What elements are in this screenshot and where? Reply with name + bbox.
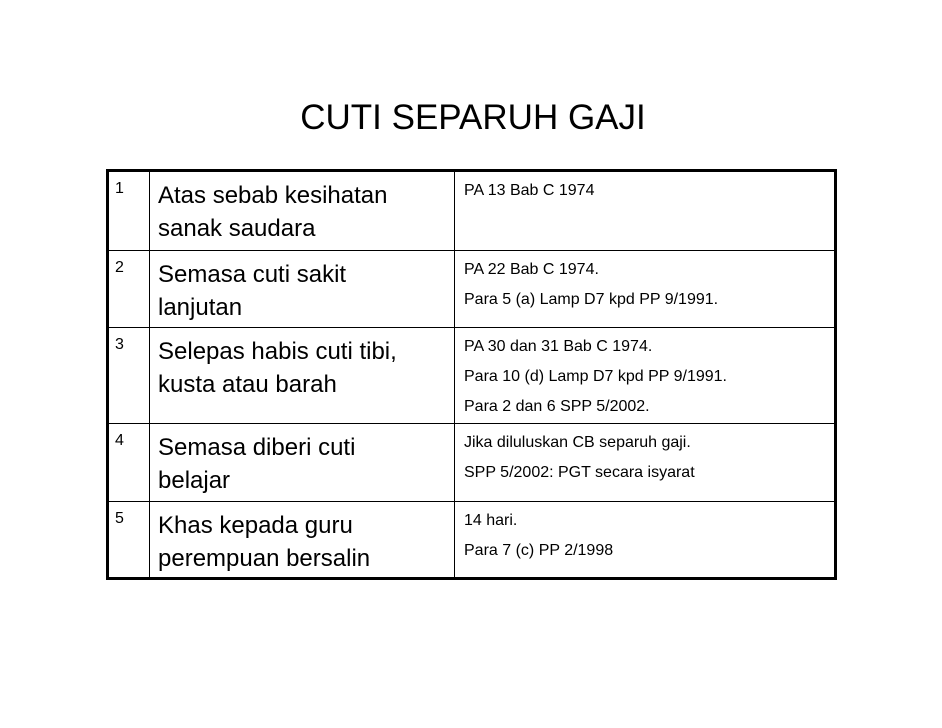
reference-line: Para 10 (d) Lamp D7 kpd PP 9/1991. (464, 368, 727, 385)
reference-line: PA 13 Bab C 1974 (464, 182, 595, 199)
row-reference (455, 328, 836, 424)
reference-line: PA 22 Bab C 1974. (464, 261, 599, 278)
description-line: Semasa cuti sakit (158, 261, 347, 288)
reference-line: 14 hari. (464, 512, 518, 529)
description-line: perempuan bersalin (158, 545, 371, 572)
row-number: 2 (108, 251, 150, 328)
row-number: 1 (108, 171, 150, 251)
row-number: 5 (108, 502, 150, 579)
description-line: kusta atau barah (158, 371, 337, 398)
table-row (108, 251, 836, 328)
row-description (150, 171, 455, 251)
reference-line: Para 7 (c) PP 2/1998 (464, 542, 614, 559)
page-title: CUTI SEPARUH GAJI (300, 98, 646, 137)
reference-line: Jika diluluskan CB separuh gaji. (464, 434, 691, 451)
row-number: 4 (108, 424, 150, 502)
row-description (150, 424, 455, 502)
description-line: belajar (158, 467, 231, 494)
description-line: Atas sebab kesihatan (158, 182, 388, 209)
row-description (150, 502, 455, 579)
row-reference (455, 171, 836, 251)
row-reference (455, 251, 836, 328)
row-reference (455, 502, 836, 579)
row-reference (455, 424, 836, 502)
description-line: Khas kepada guru (158, 512, 353, 539)
row-description (150, 251, 455, 328)
reference-line: PA 30 dan 31 Bab C 1974. (464, 338, 653, 355)
description-line: lanjutan (158, 294, 243, 321)
description-line: sanak saudara (158, 215, 316, 242)
leave-table (106, 169, 837, 580)
reference-line: SPP 5/2002: PGT secara isyarat (464, 464, 695, 481)
description-line: Semasa diberi cuti (158, 434, 356, 461)
table-row (108, 328, 836, 424)
table-row (108, 424, 836, 502)
table-row (108, 171, 836, 251)
reference-line: Para 5 (a) Lamp D7 kpd PP 9/1991. (464, 291, 719, 308)
row-description (150, 328, 455, 424)
table-row (108, 502, 836, 579)
reference-line: Para 2 dan 6 SPP 5/2002. (464, 398, 650, 415)
row-number: 3 (108, 328, 150, 424)
description-line: Selepas habis cuti tibi, (158, 338, 397, 365)
